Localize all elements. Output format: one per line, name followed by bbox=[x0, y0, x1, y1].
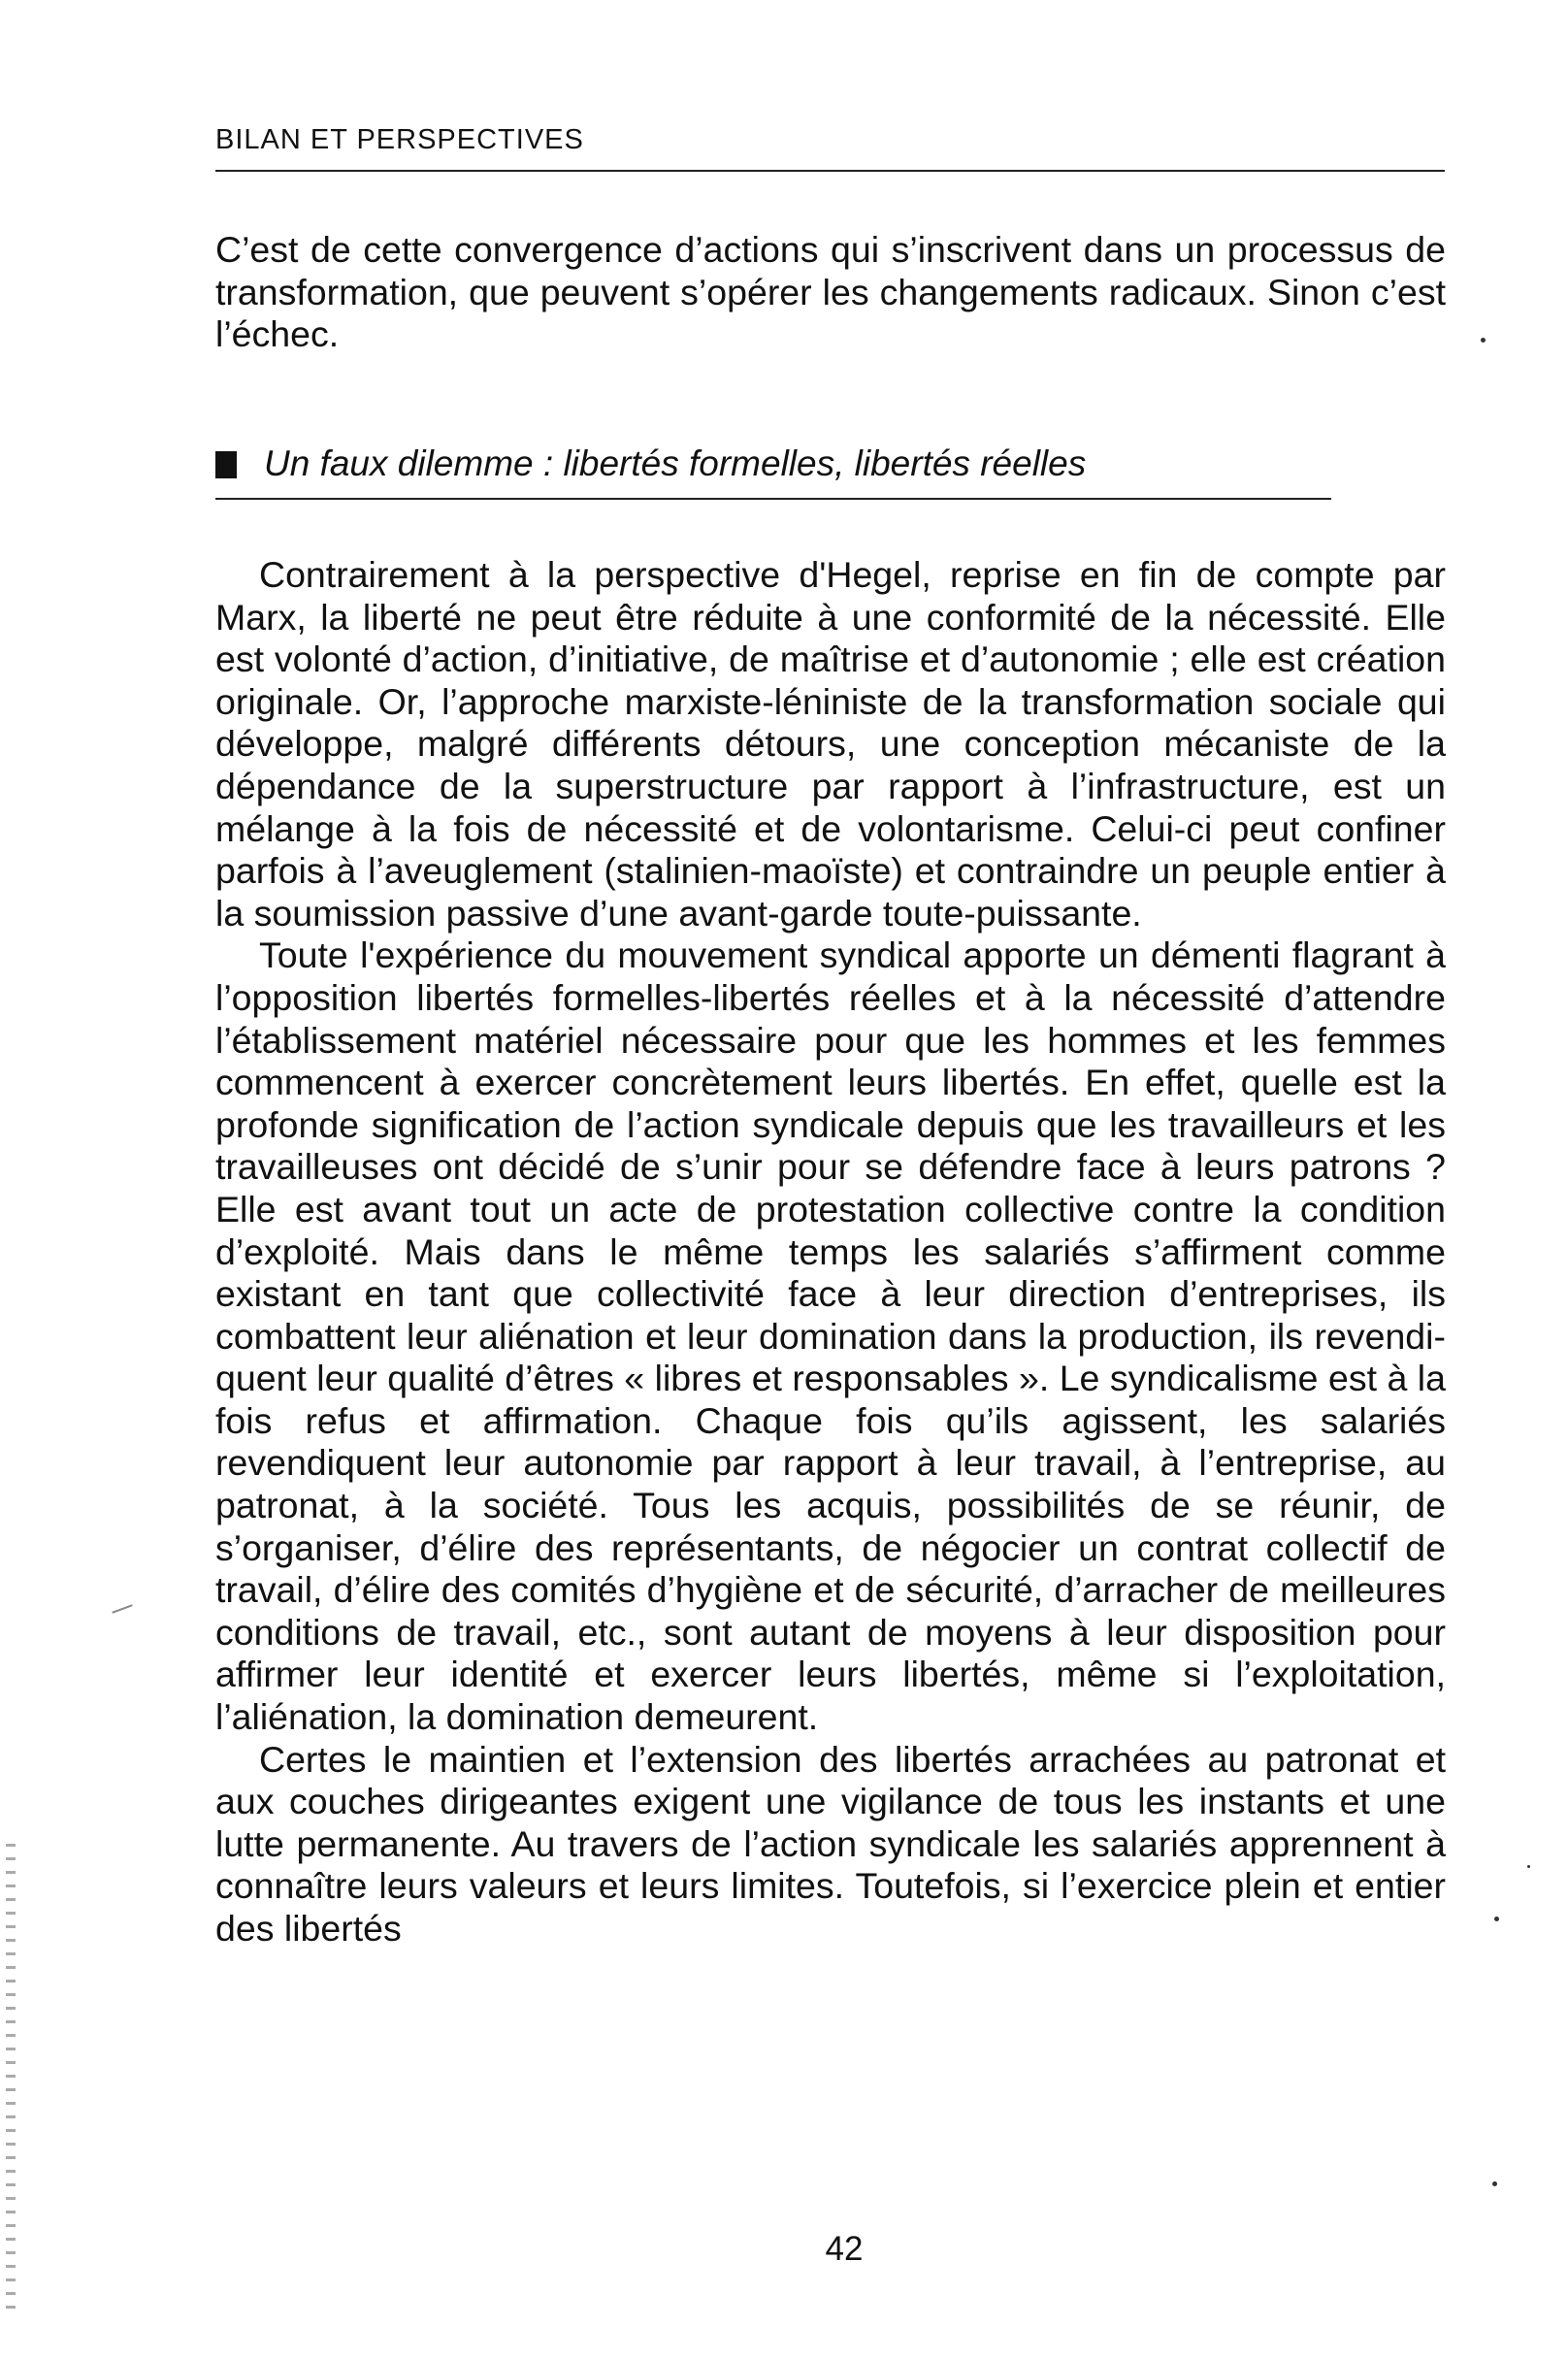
running-head: BILAN ET PERSPECTIVES bbox=[215, 124, 584, 155]
paragraph-certes: Certes le maintien et l’extension des libertés arrachées au patronat et aux couches dirigeantes exigent une vigilance de tous les instants et une lutte permanente. Au travers de l’action syndicale les salariés apprennent à connaître leurs valeurs et leurs limites. Toutefois, si l’exercice plein et entier des libertés bbox=[215, 1738, 1446, 1949]
intro-block bbox=[215, 229, 1446, 356]
scan-speck bbox=[1494, 1917, 1499, 1921]
scan-speck bbox=[1481, 338, 1486, 343]
scan-speck bbox=[1527, 1865, 1530, 1868]
section-heading bbox=[215, 442, 1331, 485]
section-heading-rule bbox=[215, 498, 1331, 500]
running-head-rule bbox=[215, 170, 1445, 172]
page-number: 42 bbox=[825, 2230, 864, 2268]
intro-paragraph: C’est de cette convergence d’actions qui s’inscrivent dans un processus de transformation, que peuvent s’opérer les changements radicaux. Sinon c’est l’échec. bbox=[215, 229, 1446, 355]
scan-speck bbox=[1492, 2181, 1497, 2186]
square-bullet-icon bbox=[215, 451, 237, 478]
body-text bbox=[215, 554, 1446, 1950]
margin-mark bbox=[112, 1604, 132, 1613]
paragraph-syndical: Toute l'expérience du mouvement syndical apporte un démenti flagrant à l’opposition libertés formelles-libertés réelles et à la nécessité d’attendre l’établissement matériel nécessaire pour que les hommes et les femmes commencent à exercer concrètement leurs libertés. En effet, quelle est la profonde signification de l’action syndicale depuis que les travailleurs et les travailleuses ont décidé de s’unir pour se défendre face à leurs patrons ? Elle est avant tout un acte de protestation collective contre la condition d’exploité. Mais dans le même temps les salariés s’affirment comme existant en tant que collectivité face à leur direction d’entreprises, ils combattent leur aliénation et leur domination dans la production, ils revendiquent leur qualité d’êtres « libres et responsables ». Le syndicalisme est à la fois refus et affirmation. Chaque fois qu’ils agissent, les salariés revendiquent leur autonomie par rapport à leur travail, à l’entreprise, au patronat, à la société. Tous les acquis, possibilités de se réunir, de s’organiser, d’élire des représentants, de négocier un contrat collectif de travail, d’élire des comités d’hygiène et de sécurité, d’arracher de meilleures conditions de travail, etc., sont autant de moyens à leur disposition pour affirmer leur identité et exercer leurs libertés, même si l’exploitation, l’aliénation, la domination demeurent. bbox=[215, 934, 1446, 1738]
paragraph-hegel: Contrairement à la perspective d'Hegel, reprise en fin de compte par Marx, la liberté ne peut être réduite à une conformité de la nécessité. Elle est volonté d’action, d’initiative, de maîtrise et d’autonomie ; elle est création originale. Or, l’approche marxiste-léniniste de la transformation sociale qui développe, malgré différents détours, une conception mécaniste de la dépendance de la superstructure par rapport à l’infrastructure, est un mélange à la fois de nécessité et de volontarisme. Celui-ci peut confiner parfois à l’aveuglement (stalinien-maoïste) et contraindre un peuple entier à la soumission passive d’une avant-garde toute-puissante. bbox=[215, 554, 1446, 934]
scan-margin-strip bbox=[6, 1844, 16, 2310]
section-heading-text: Un faux dilemme : libertés formelles, libertés réelles bbox=[264, 443, 1087, 483]
